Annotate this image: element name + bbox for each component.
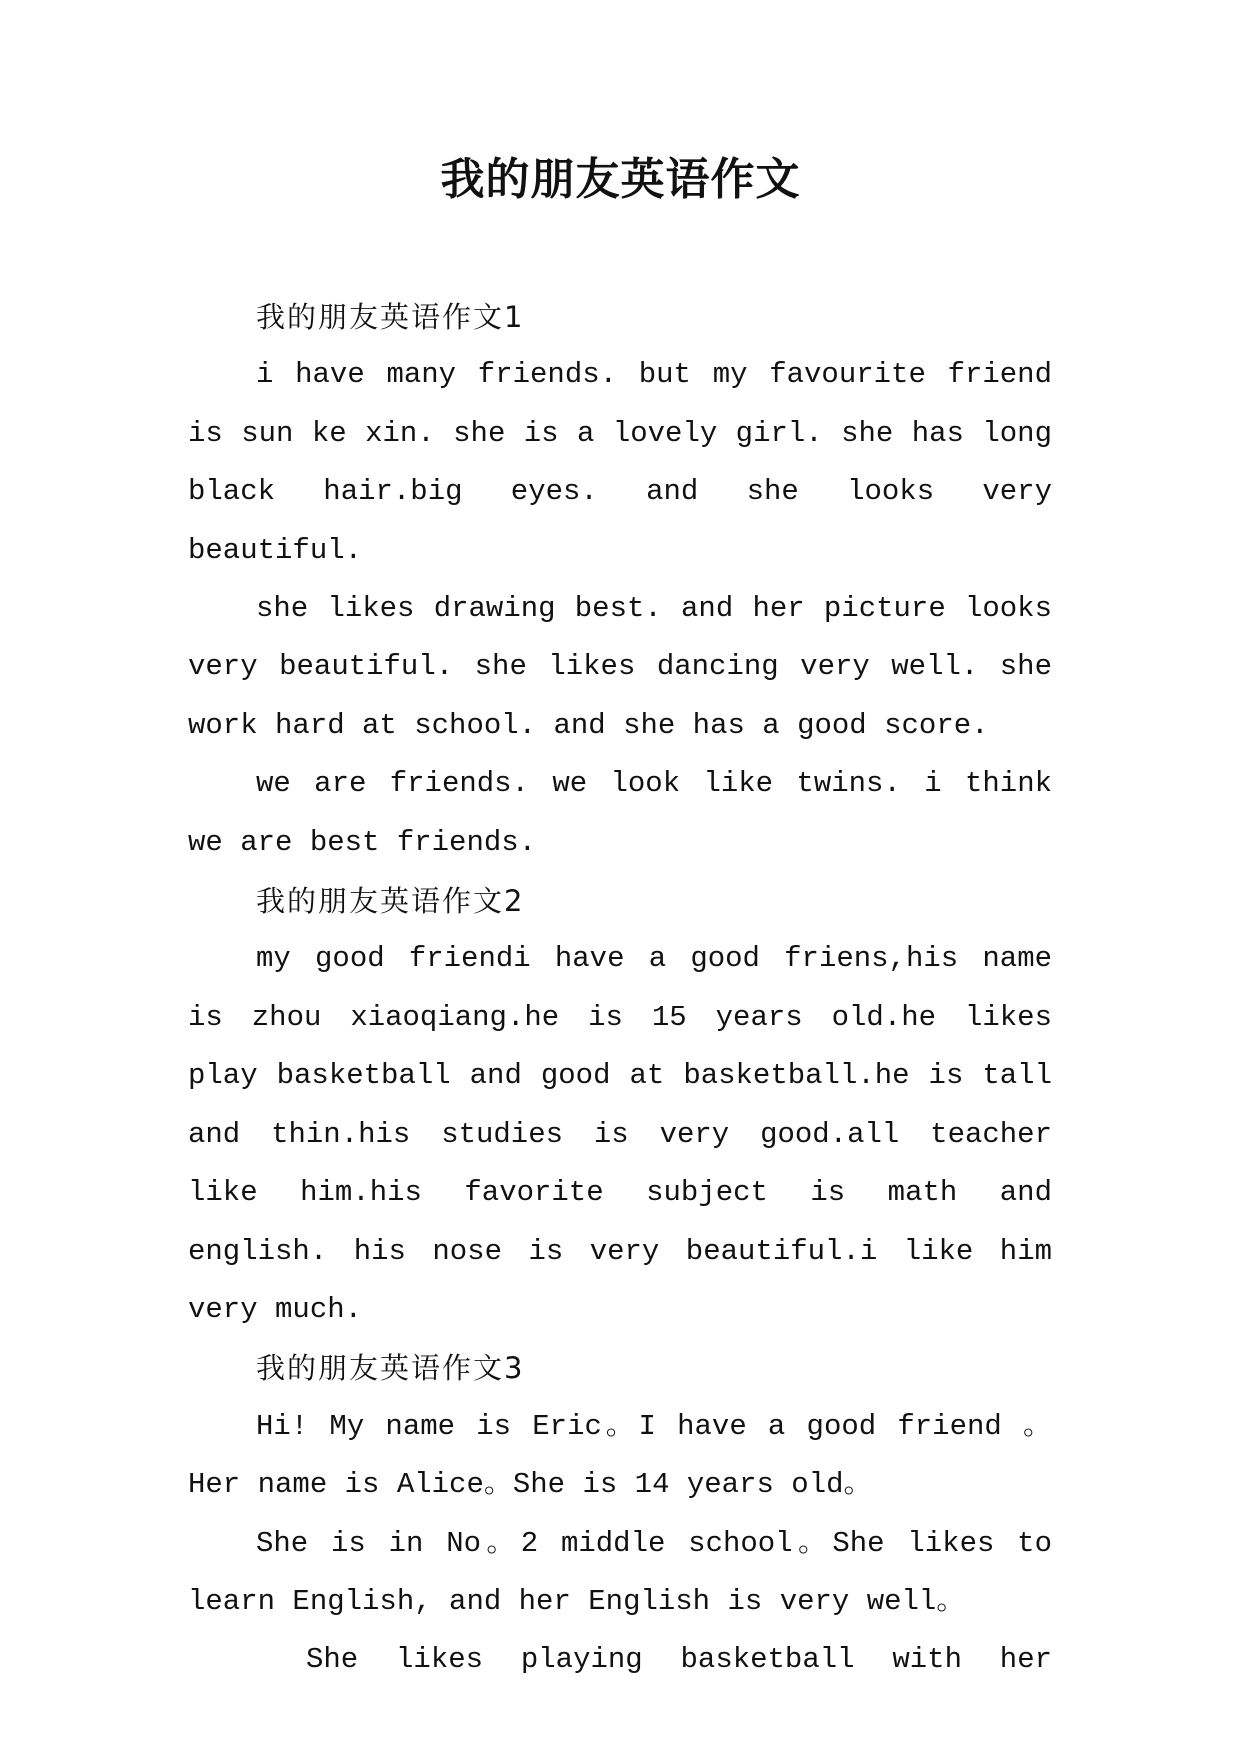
paragraph-3-1: Hi! My name is Eric。I have a good friend 。Her name is Alice。She is 14 years old。 [188, 1409, 1052, 1502]
document-body [188, 288, 1052, 1690]
paragraph-3-2: She is in No。2 middle school。She likes to learn English, and her English is very well。 [188, 1526, 1052, 1618]
section-heading-2: 我的朋友英语作文2 [256, 884, 525, 919]
paragraph-1-3: we are friends. we look like twins. i think we are best friends. [188, 767, 1052, 859]
paragraph-1-2: she likes drawing best. and her picture looks very beautiful. she likes dancing very well. she work hard at school. and she has a good score. [188, 592, 1052, 742]
paragraph-2-1: my good friendi have a good friens,his name is zhou xiaoqiang.he is 15 years old.he likes play basketball and good at basketball.he is tall and thin.his studies is very good.all teacher like him.his favorite subject is math and english. his nose is very beautiful.i like him very much. [188, 942, 1052, 1326]
section-heading-1: 我的朋友英语作文1 [256, 300, 525, 334]
document-title: 我的朋友英语作文 [440, 154, 801, 205]
section-heading-3: 我的朋友英语作文3 [256, 1351, 525, 1386]
paragraph-1-1: i have many friends. but my favourite friend is sun ke xin. she is a lovely girl. she has long black hair.big eyes. and she looks very beautiful. [188, 358, 1052, 567]
paragraph-3-3: She likes playing basketball with her [306, 1643, 1052, 1677]
